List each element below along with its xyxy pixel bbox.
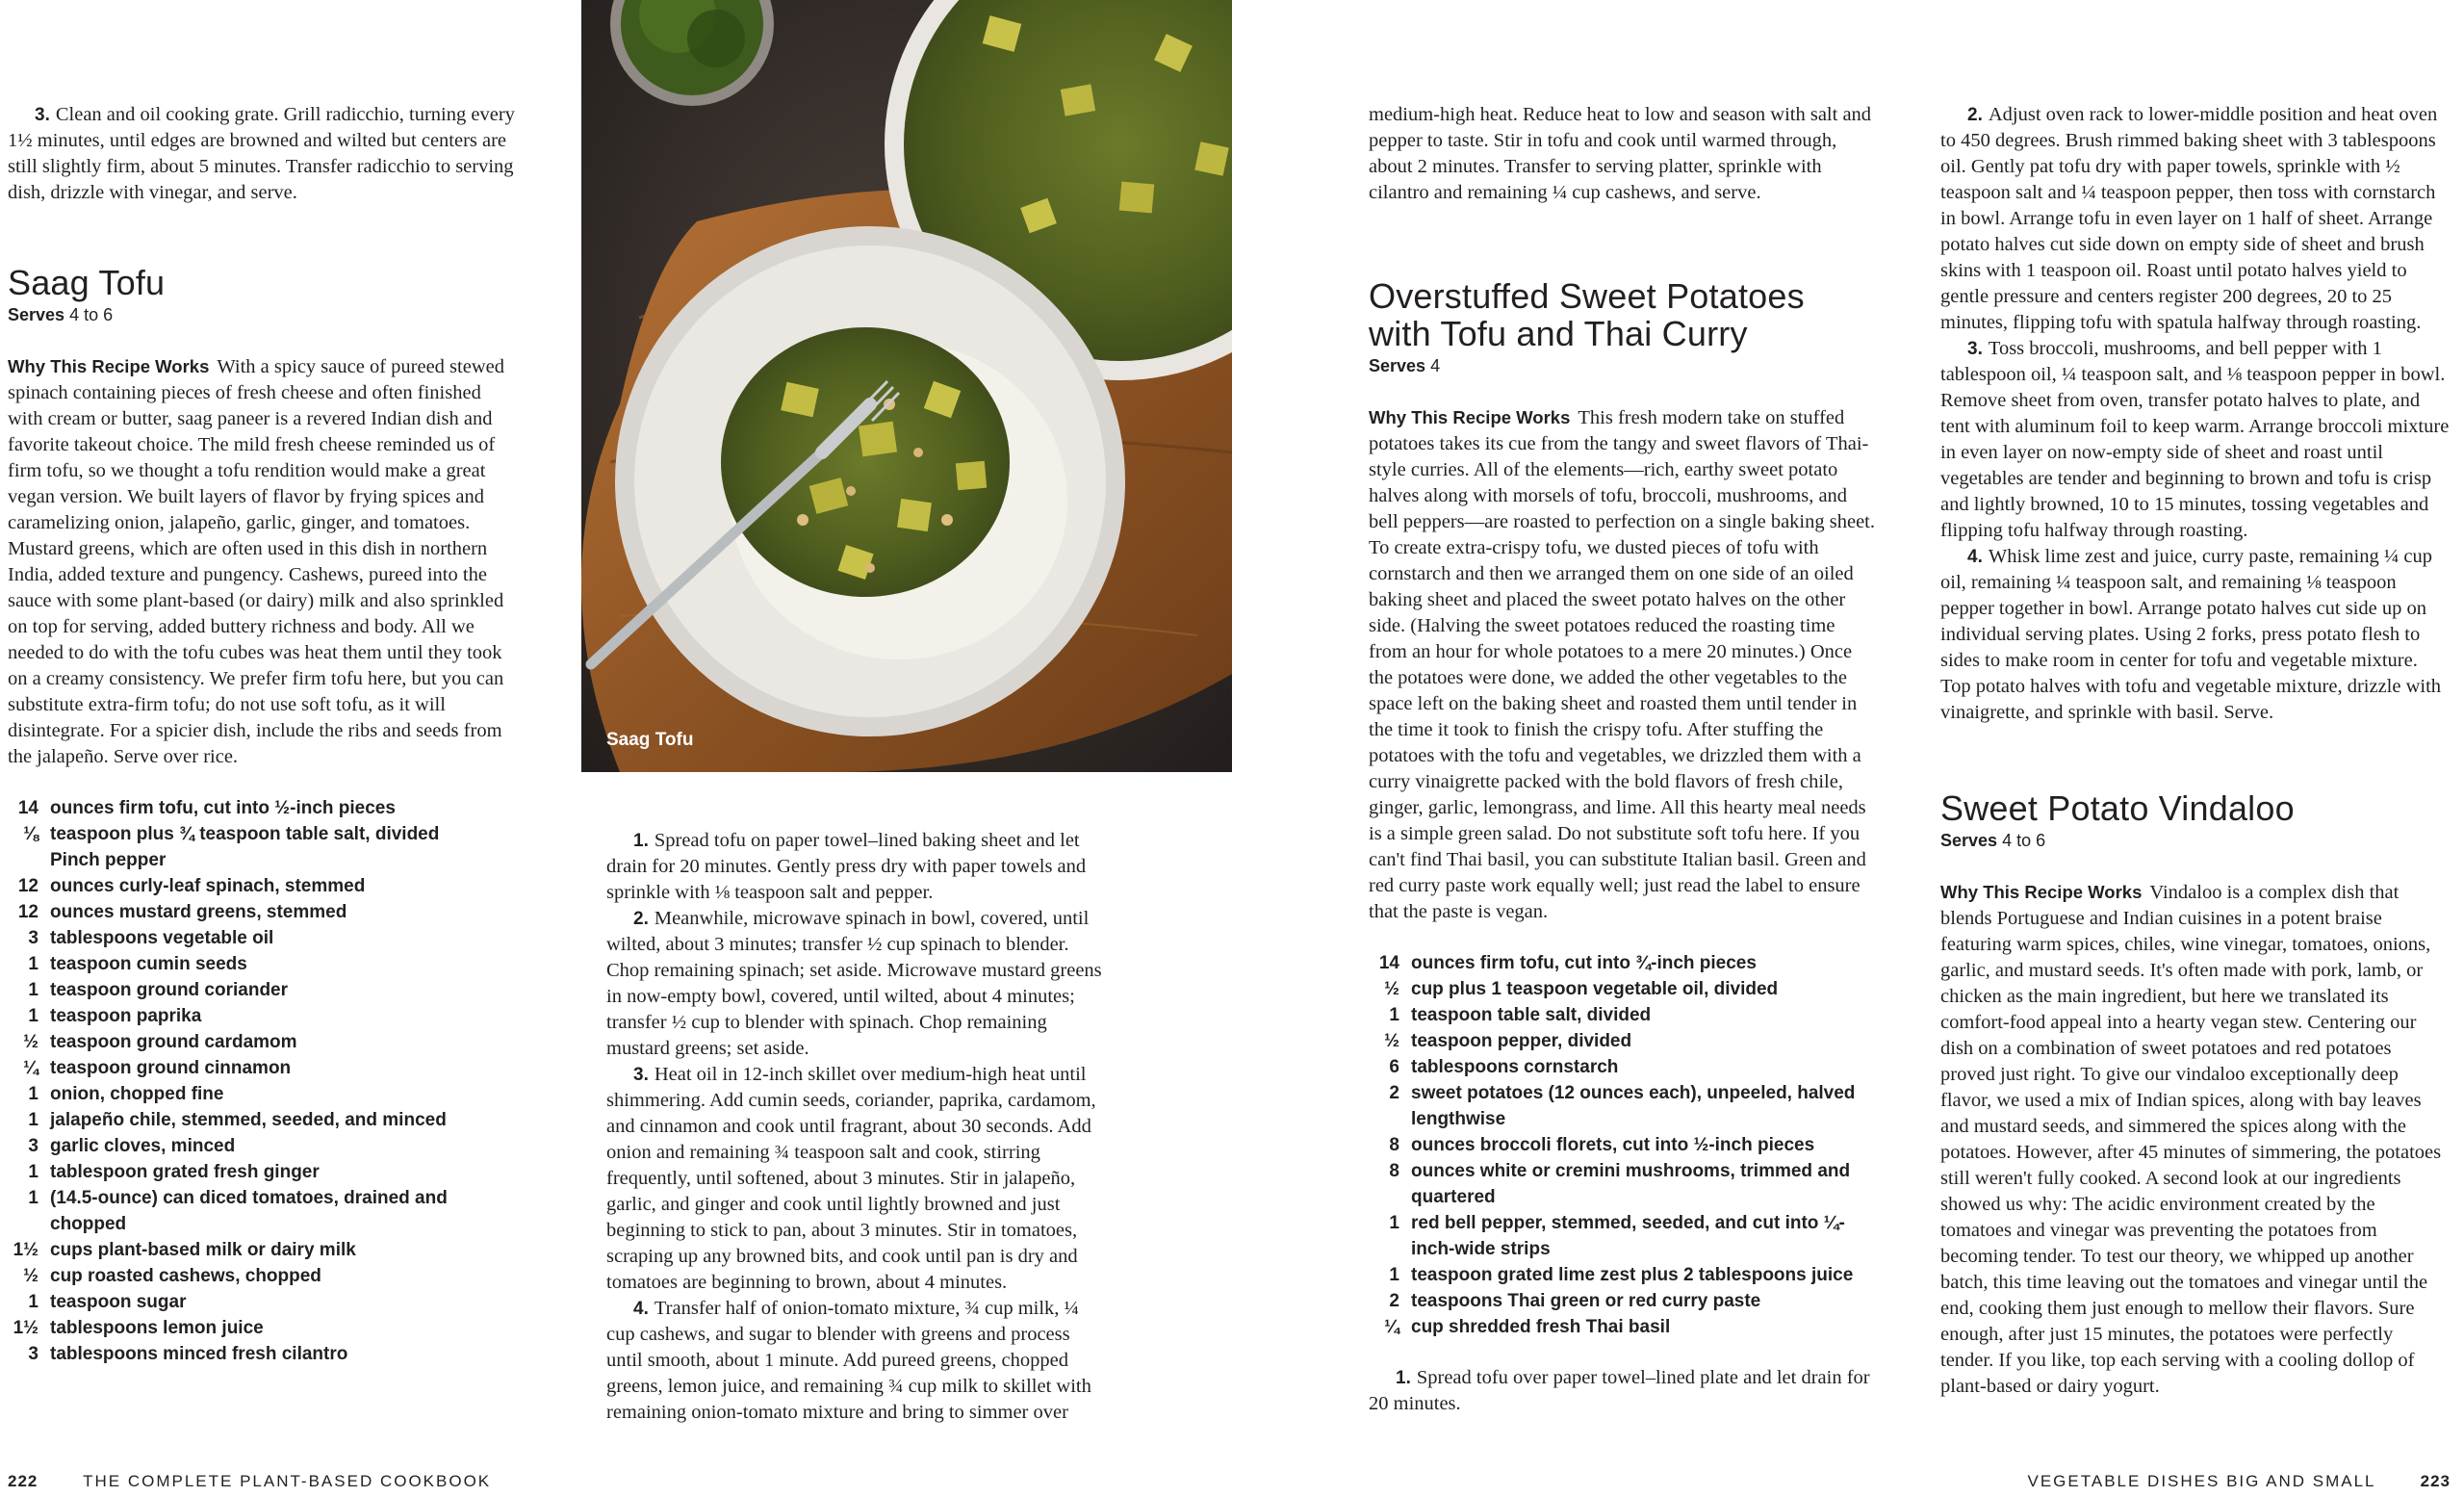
ingredient-quantity: 12: [17, 902, 38, 922]
ingredient-quantity: ½: [1384, 979, 1399, 999]
ingredient-item: [8, 1029, 516, 1055]
ingredient-text: teaspoon plus ¾ teaspoon table salt, divided: [50, 824, 440, 844]
step-text: Toss broccoli, mushrooms, and bell pepper with 1 tablespoon oil, ¼ teaspoon salt, and ⅛ teaspoon pepper in bowl. Remove sheet from oven, transfer potato halves to plate, and tent with aluminum foil to keep warm. Arrange broccoli mixture in even layer on now-empty side of sheet and roast until vegetables are tender and beginning to brown and tofu is crisp and lightly browned, 10 to 15 minutes, tossing vegetables and flipping tofu halfway through roasting.: [1940, 338, 2450, 541]
ingredient-text: tablespoons cornstarch: [1411, 1057, 1619, 1077]
book-title: THE COMPLETE PLANT-BASED COOKBOOK: [83, 1472, 492, 1490]
why-label: Why This Recipe Works: [1369, 407, 1571, 427]
recipe-title-sweet-potato-vindaloo: Sweet Potato Vindaloo: [1940, 788, 2295, 828]
ingredient-text: teaspoon ground coriander: [50, 980, 289, 1000]
serves-label: Serves: [1940, 831, 1998, 850]
why-this-recipe-works: [1940, 879, 2451, 1400]
ingredient-quantity: 1½: [13, 1318, 38, 1338]
ingredient-item: [8, 873, 516, 899]
step-text: Meanwhile, microwave spinach in bowl, covered, until wilted, about 3 minutes; transfer ½ cup spinach to blender. Chop remaining spinach; set aside. Microwave mustard greens in now-empty bowl, covered, until wilted, about 4 minutes; transfer ½ cup to blender with spinach. Chop remaining mustard greens; set aside.: [606, 908, 1102, 1059]
continued-text: medium-high heat. Reduce heat to low and season with salt and pepper to taste. Stir in tofu and cook until warmed through, about 2 minutes. Transfer to serving platter, sprinkle with cilantro and remaining ¼ cup cashews, and serve.: [1369, 104, 1872, 203]
serves-line: [8, 303, 516, 326]
ingredient-item: [8, 977, 516, 1003]
serves-value: 4 to 6: [69, 305, 114, 324]
step-paragraph: [1940, 336, 2451, 544]
ingredient-text: teaspoon pepper, divided: [1411, 1031, 1632, 1051]
ingredient-text: ounces curly-leaf spinach, stemmed: [50, 876, 366, 896]
why-label: Why This Recipe Works: [1940, 882, 2143, 902]
ingredient-quantity: ½: [1384, 1031, 1399, 1051]
ingredient-item: [8, 795, 516, 821]
ingredient-item: [8, 1107, 516, 1133]
ingredient-text: teaspoon grated lime zest plus 2 tablespoons juice: [1411, 1265, 1854, 1285]
step-number: 1.: [1396, 1368, 1411, 1388]
ingredient-quantity: 1: [28, 1110, 38, 1130]
ingredient-text: ounces broccoli florets, cut into ½-inch pieces: [1411, 1135, 1815, 1155]
step-number: 2.: [1967, 105, 1983, 125]
ingredient-quantity: 1: [28, 1188, 38, 1208]
ingredient-quantity: 1: [1389, 1005, 1399, 1025]
left-column-2: [606, 828, 1111, 1426]
ingredient-text: Pinch pepper: [50, 850, 167, 870]
ingredient-quantity: 12: [17, 876, 38, 896]
step-text: Heat oil in 12-inch skillet over medium-high heat until shimmering. Add cumin seeds, coriander, paprika, cardamom, and cinnamon and cook until fragrant, about 30 seconds. Add onion and remaining ¾ teaspoon salt and cook, stirring frequently, until softened, about 3 minutes. Stir in jalapeño, garlic, and ginger and cook until lightly browned and just beginning to stick to pan, about 3 minutes. Stir in tomatoes, scraping up any browned bits, and cook until pan is dry and tomatoes are beginning to brown, about 4 minutes.: [606, 1064, 1096, 1293]
ingredient-text: red bell pepper, stemmed, seeded, and cut into ¼-inch-wide strips: [1411, 1213, 1845, 1259]
why-this-recipe-works: [1369, 404, 1877, 925]
ingredient-list: [8, 795, 516, 1367]
step-number: 3.: [1967, 339, 1983, 359]
ingredient-quantity: ¼: [23, 1058, 38, 1078]
ingredient-quantity: 6: [1389, 1057, 1399, 1077]
ingredient-item: [1369, 1314, 1877, 1340]
ingredient-quantity: 2: [1389, 1083, 1399, 1103]
ingredient-item: [8, 1263, 516, 1289]
ingredient-item: [1369, 1080, 1877, 1132]
ingredient-item: [8, 1185, 516, 1237]
title-line-2: with Tofu and Thai Curry: [1369, 314, 1748, 353]
ingredient-text: ounces mustard greens, stemmed: [50, 902, 347, 922]
plate-with-saag-tofu: [615, 226, 1125, 736]
ingredient-quantity: 1: [1389, 1213, 1399, 1233]
ingredient-quantity: ⅛: [23, 824, 38, 844]
ingredient-item: [8, 899, 516, 925]
ingredient-quantity: 1: [28, 980, 38, 1000]
step-paragraph: [1369, 1365, 1877, 1417]
serves-value: 4: [1430, 356, 1441, 375]
ingredient-item: [1369, 1158, 1877, 1210]
ingredient-item: [1369, 1262, 1877, 1288]
why-label: Why This Recipe Works: [8, 356, 210, 376]
ingredient-quantity: 8: [1389, 1135, 1399, 1155]
ingredient-text: (14.5-ounce) can diced tomatoes, drained and chopped: [50, 1188, 448, 1234]
ingredient-quantity: 1: [1389, 1265, 1399, 1285]
ingredient-text: jalapeño chile, stemmed, seeded, and minced: [50, 1110, 447, 1130]
step-number: 2.: [633, 909, 649, 929]
ingredient-text: teaspoon ground cinnamon: [50, 1058, 292, 1078]
ingredient-text: teaspoon cumin seeds: [50, 954, 247, 974]
ingredient-item: [8, 821, 516, 847]
step-number: 3.: [633, 1065, 649, 1085]
ingredient-item: [1369, 1002, 1877, 1028]
ingredient-item: [1369, 1210, 1877, 1262]
ingredient-quantity: 1: [28, 1084, 38, 1104]
why-this-recipe-works: [8, 353, 516, 770]
ingredient-item: [8, 1159, 516, 1185]
why-text: Vindaloo is a complex dish that blends Portuguese and Indian cuisines in a potent braise featuring warm spices, chiles, wine vinegar, tomatoes, onions, garlic, and mustard seeds. It's often made with pork, lamb, or chicken as the main ingredient, but here we translated its comfort-food appeal into a hearty vegan stew. Centering our dish on a combination of sweet potatoes and red potatoes proved just right. To give our vindaloo exceptionally deep flavor, we used a mix of Indian spices, along with bay leaves and mustard seeds, and simmered the spices along with the potatoes. However, after 45 minutes of simmering, the potatoes still weren't fully cooked. A second look at our ingredients showed us why: The acidic environment created by the tomatoes and vinegar was preventing the potatoes from becoming tender. To test our theory, we whipped up another batch, this time leaving out the tomatoes and vinegar until the end, cooking them just enough to mellow their flavors. Sure enough, after just 15 minutes, the potatoes were perfectly tender. If you like, top each serving with a cooling dollop of plant-based or dairy yogurt.: [1940, 882, 2442, 1397]
ingredient-quantity: ½: [23, 1032, 38, 1052]
ingredient-item: [1369, 950, 1877, 976]
ingredient-text: tablespoons lemon juice: [50, 1318, 264, 1338]
method-steps: [1940, 102, 2451, 726]
ingredient-item: [8, 1003, 516, 1029]
ingredient-quantity: 1: [28, 954, 38, 974]
ingredient-text: ounces firm tofu, cut into ¾-inch pieces: [1411, 953, 1757, 973]
right-column-2: [1940, 102, 2451, 1400]
ingredient-text: teaspoon paprika: [50, 1006, 202, 1026]
title-line-1: Overstuffed Sweet Potatoes: [1369, 276, 1805, 316]
right-column-1: [1369, 102, 1877, 1417]
step-paragraph: [606, 828, 1111, 906]
footer-left: [8, 1472, 491, 1491]
ingredient-item: [8, 1289, 516, 1315]
step-number: 3.: [35, 105, 50, 125]
ingredient-quantity: 1: [28, 1292, 38, 1312]
ingredient-item: [8, 951, 516, 977]
ingredient-quantity: 14: [17, 798, 38, 818]
ingredient-quantity: 2: [1389, 1291, 1399, 1311]
ingredient-quantity: 1: [28, 1006, 38, 1026]
step-text: Spread tofu on paper towel–lined baking sheet and let drain for 20 minutes. Gently press dry with paper towels and sprinkle with ⅛ teaspoon salt and pepper.: [606, 830, 1087, 903]
ingredient-text: onion, chopped fine: [50, 1084, 224, 1104]
ingredient-text: tablespoons minced fresh cilantro: [50, 1344, 348, 1364]
why-text: With a spicy sauce of pureed stewed spinach containing pieces of fresh cheese and often finished with cream or butter, saag paneer is a revered Indian dish and favorite takeout choice. The mild fresh cheese reminded us of firm tofu, so we thought a tofu rendition would make a great vegan version. We built layers of flavor by frying spices and caramelizing onion, jalapeño, garlic, ginger, and tomatoes. Mustard greens, which are often used in this dish in northern India, added texture and pungency. Cashews, pureed into the sauce with some plant-based (or dairy) milk and also sprinkled on top for serving, added buttery richness and body. All we needed to do with the tofu cubes was heat them until they took on a creamy consistency. We prefer firm tofu here, but you can substitute extra-firm tofu; do not use soft tofu, as it will disintegrate. For a spicier dish, include the ribs and seeds from the jalapeño. Serve over rice.: [8, 356, 504, 767]
ingredient-text: ounces firm tofu, cut into ½-inch pieces: [50, 798, 396, 818]
serves-label: Serves: [1369, 356, 1426, 375]
step-number: 4.: [633, 1299, 649, 1319]
step-text: Spread tofu over paper towel–lined plate and let drain for 20 minutes.: [1369, 1367, 1870, 1414]
ingredient-text: cup roasted cashews, chopped: [50, 1266, 321, 1286]
ingredient-quantity: 3: [28, 1136, 38, 1156]
ingredient-item: [1369, 1028, 1877, 1054]
ingredient-item: [1369, 1054, 1877, 1080]
footer-right: [2028, 1472, 2451, 1491]
ingredient-text: tablespoons vegetable oil: [50, 928, 274, 948]
step-paragraph: [606, 906, 1111, 1062]
recipe-title-overstuffed-sweet-potatoes: [1369, 277, 1877, 352]
ingredient-item: [8, 1341, 516, 1367]
ingredient-quantity: 1½: [13, 1240, 38, 1260]
step-paragraph: [1940, 102, 2451, 336]
ingredient-text: ounces white or cremini mushrooms, trimmed and quartered: [1411, 1161, 1851, 1207]
ingredient-item: [8, 925, 516, 951]
step-paragraph: [8, 102, 516, 206]
step-number: 4.: [1967, 547, 1983, 567]
why-text: This fresh modern take on stuffed potatoes takes its cue from the tangy and sweet flavors of Thai-style curries. All of the elements—rich, earthy sweet potato halves along with morsels of tofu, broccoli, mushrooms, and bell peppers—are roasted to perfection on a single baking sheet. To create extra-crispy tofu, we dusted pieces of tofu with cornstarch and then we arranged them on one side of an oiled baking sheet and placed the sweet potato halves on the other side. (Halving the sweet potatoes reduced the roasting time from an hour for whole potatoes to a mere 20 minutes.) Once the potatoes were done, we added the other vegetables to the space left on the baking sheet and roasted them until tender in the time it took to finish the crispy tofu. After stuffing the potatoes with the tofu and vegetables, we drizzled them with a curry vinaigrette packed with the bold flavors of fresh chile, ginger, garlic, lemongrass, and lime. All this hearty meal needs is a simple green salad. Do not substitute soft tofu here. If you can't find Thai basil, you can substitute Italian basil. Green and red curry paste work equally well; just read the label to ensure that the paste is vegan.: [1369, 407, 1875, 922]
ingredient-quantity: ¼: [1384, 1317, 1399, 1337]
chapter-title: VEGETABLE DISHES BIG AND SMALL: [2027, 1472, 2375, 1490]
ingredient-item: [8, 1133, 516, 1159]
ingredient-list: [1369, 950, 1877, 1340]
serves-label: Serves: [8, 305, 65, 324]
step-text: Clean and oil cooking grate. Grill radicchio, turning every 1½ minutes, until edges are browned and wilted but centers are still slightly firm, about 5 minutes. Transfer radicchio to serving dish, drizzle with vinegar, and serve.: [8, 104, 515, 203]
page-number: 223: [2420, 1472, 2451, 1490]
ingredient-quantity: 1: [28, 1162, 38, 1182]
ingredient-text: teaspoon sugar: [50, 1292, 187, 1312]
ingredient-item: [8, 1237, 516, 1263]
step-paragraph: [606, 1296, 1111, 1426]
ingredient-item: [1369, 1132, 1877, 1158]
serves-line: [1940, 829, 2451, 852]
ingredient-quantity: 14: [1378, 953, 1399, 973]
step-text: Whisk lime zest and juice, curry paste, remaining ¼ cup oil, remaining ¼ teaspoon salt, and remaining ⅛ teaspoon pepper together in bowl. Arrange potato halves cut side up on individual serving plates. Using 2 forks, press potato flesh to sides to make room in center for tofu and vegetable mixture. Top potato halves with tofu and vegetable mixture, drizzle with vinaigrette, and sprinkle with basil. Serve.: [1940, 546, 2442, 723]
ingredient-quantity: 3: [28, 1344, 38, 1364]
ingredient-quantity: [8, 847, 50, 873]
photo-caption: Saag Tofu: [606, 730, 694, 750]
ingredient-text: cup plus 1 teaspoon vegetable oil, divided: [1411, 979, 1779, 999]
ingredient-quantity: ½: [23, 1266, 38, 1286]
serves-line: [1369, 354, 1877, 377]
step-paragraph: [606, 1062, 1111, 1296]
ingredient-quantity: 8: [1389, 1161, 1399, 1181]
ingredient-quantity: 3: [28, 928, 38, 948]
left-column-1: [8, 102, 516, 1367]
ingredient-text: cups plant-based milk or dairy milk: [50, 1240, 356, 1260]
ingredient-item: [1369, 976, 1877, 1002]
ingredient-text: tablespoon grated fresh ginger: [50, 1162, 320, 1182]
method-steps: [606, 828, 1111, 1426]
ingredient-item: [8, 1315, 516, 1341]
step-paragraph: [1940, 544, 2451, 726]
page-number: 222: [8, 1472, 38, 1490]
recipe-photo: [581, 0, 1232, 772]
ingredient-text: sweet potatoes (12 ounces each), unpeeled, halved lengthwise: [1411, 1083, 1856, 1129]
step-text: Adjust oven rack to lower-middle position and heat oven to 450 degrees. Brush rimmed baking sheet with 3 tablespoons oil. Gently pat tofu dry with paper towels, sprinkle with ½ teaspoon salt and ¼ teaspoon pepper, then toss with cornstarch in bowl. Arrange tofu in even layer on 1 half of sheet. Arrange potato halves cut side down on empty side of sheet and brush skins with 1 teaspoon oil. Roast until potato halves yield to gentle pressure and centers register 200 degrees, 20 to 25 minutes, flipping tofu with spatula halfway through roasting.: [1940, 104, 2438, 333]
ingredient-item: [8, 847, 516, 873]
ingredient-text: teaspoon ground cardamom: [50, 1032, 297, 1052]
ingredient-text: garlic cloves, minced: [50, 1136, 236, 1156]
step-text: Transfer half of onion-tomato mixture, ¾ cup milk, ¼ cup cashews, and sugar to blender with greens and process until smooth, about 1 minute. Add pureed greens, chopped greens, lemon juice, and remaining ¾ cup milk to skillet with remaining onion-tomato mixture and bring to simmer over: [606, 1298, 1091, 1423]
recipe-title-saag-tofu: Saag Tofu: [8, 263, 166, 302]
ingredient-text: teaspoon table salt, divided: [1411, 1005, 1652, 1025]
serves-value: 4 to 6: [2002, 831, 2046, 850]
food-photo-illustration: [581, 0, 1232, 772]
ingredient-text: cup shredded fresh Thai basil: [1411, 1317, 1671, 1337]
ingredient-item: [8, 1055, 516, 1081]
ingredient-item: [8, 1081, 516, 1107]
step-number: 1.: [633, 831, 649, 851]
ingredient-item: [1369, 1288, 1877, 1314]
ingredient-text: teaspoons Thai green or red curry paste: [1411, 1291, 1761, 1311]
